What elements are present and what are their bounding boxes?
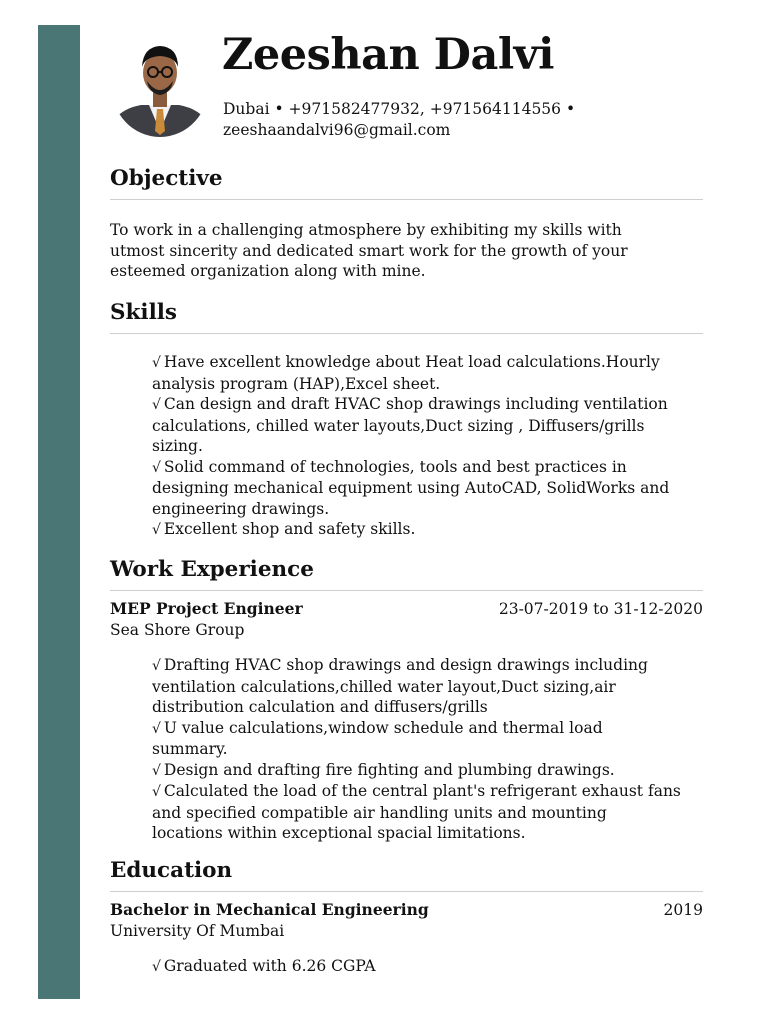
list-item: √ Calculated the load of the central plant's refrigerant exhaust fans and specified compatible air handling units and mounting locations within exceptional spacial limitations. xyxy=(152,782,681,842)
education-list xyxy=(110,956,703,978)
list-item: √ U value calculations,window schedule and thermal load summary. xyxy=(152,718,603,758)
section-title-skills: Skills xyxy=(110,299,703,334)
experience-list xyxy=(110,655,703,844)
list-item: √ Drafting HVAC shop drawings and design drawings including ventilation calculations,chilled water layout,Duct sizing,air distribution calculation and diffusers/grills xyxy=(152,656,648,716)
job-role: MEP Project Engineer xyxy=(110,599,303,618)
objective-line: To work in a challenging atmosphere by exhibiting my skills with xyxy=(110,221,622,239)
checkmark-icon: √ xyxy=(152,784,161,800)
objective-text xyxy=(110,220,703,282)
checkmark-icon: √ xyxy=(152,355,161,371)
education-section xyxy=(110,857,703,978)
education-header xyxy=(110,900,703,921)
list-item: √ Graduated with 6.26 CGPA xyxy=(152,957,376,975)
job-company: Sea Shore Group xyxy=(110,620,245,639)
graduation-year: 2019 xyxy=(663,901,703,919)
checkmark-icon: √ xyxy=(152,959,161,975)
contact-info xyxy=(223,99,575,141)
skills-section xyxy=(110,299,703,541)
contact-email[interactable]: zeeshaandalvi96@gmail.com xyxy=(223,121,451,139)
degree-name: Bachelor in Mechanical Engineering xyxy=(110,900,429,919)
checkmark-icon: √ xyxy=(152,522,161,538)
list-item: √ Have excellent knowledge about Heat load calculations.Hourly analysis program (HAP),Excel sheet. xyxy=(152,353,660,393)
school-name: University Of Mumbai xyxy=(110,921,285,940)
section-title-education: Education xyxy=(110,857,703,892)
section-title-experience: Work Experience xyxy=(110,556,703,591)
checkmark-icon: √ xyxy=(152,459,161,476)
list-item: √ Excellent shop and safety skills. xyxy=(152,520,416,538)
list-item: √ Design and drafting fire fighting and plumbing drawings. xyxy=(152,760,615,779)
profile-photo xyxy=(111,33,209,137)
checkmark-icon: √ xyxy=(152,658,161,674)
person-portrait-icon xyxy=(111,33,209,137)
section-title-objective: Objective xyxy=(110,165,703,200)
sidebar-accent-bar xyxy=(38,25,80,999)
objective-line: utmost sincerity and dedicated smart work for the growth of your xyxy=(110,241,628,260)
list-item: √ Can design and draft HVAC shop drawings including ventilation calculations, chilled water layouts,Duct sizing , Diffusers/grills sizing. xyxy=(152,395,668,455)
checkmark-icon: √ xyxy=(152,397,161,413)
objective-line: esteemed organization along with mine. xyxy=(110,262,426,280)
checkmark-icon: √ xyxy=(152,762,161,779)
list-item: √ Solid command of technologies, tools and best practices in designing mechanical equipment using AutoCAD, SolidWorks and engineering drawings. xyxy=(152,457,670,518)
skills-list xyxy=(110,352,703,541)
candidate-name: Zeeshan Dalvi xyxy=(222,30,554,80)
checkmark-icon: √ xyxy=(152,720,161,737)
experience-section xyxy=(110,556,703,844)
objective-section xyxy=(110,165,703,282)
job-header xyxy=(110,599,703,620)
contact-location-phones: Dubai • +971582477932, +971564114556 • xyxy=(223,100,576,118)
job-dates: 23-07-2019 to 31-12-2020 xyxy=(498,600,703,618)
